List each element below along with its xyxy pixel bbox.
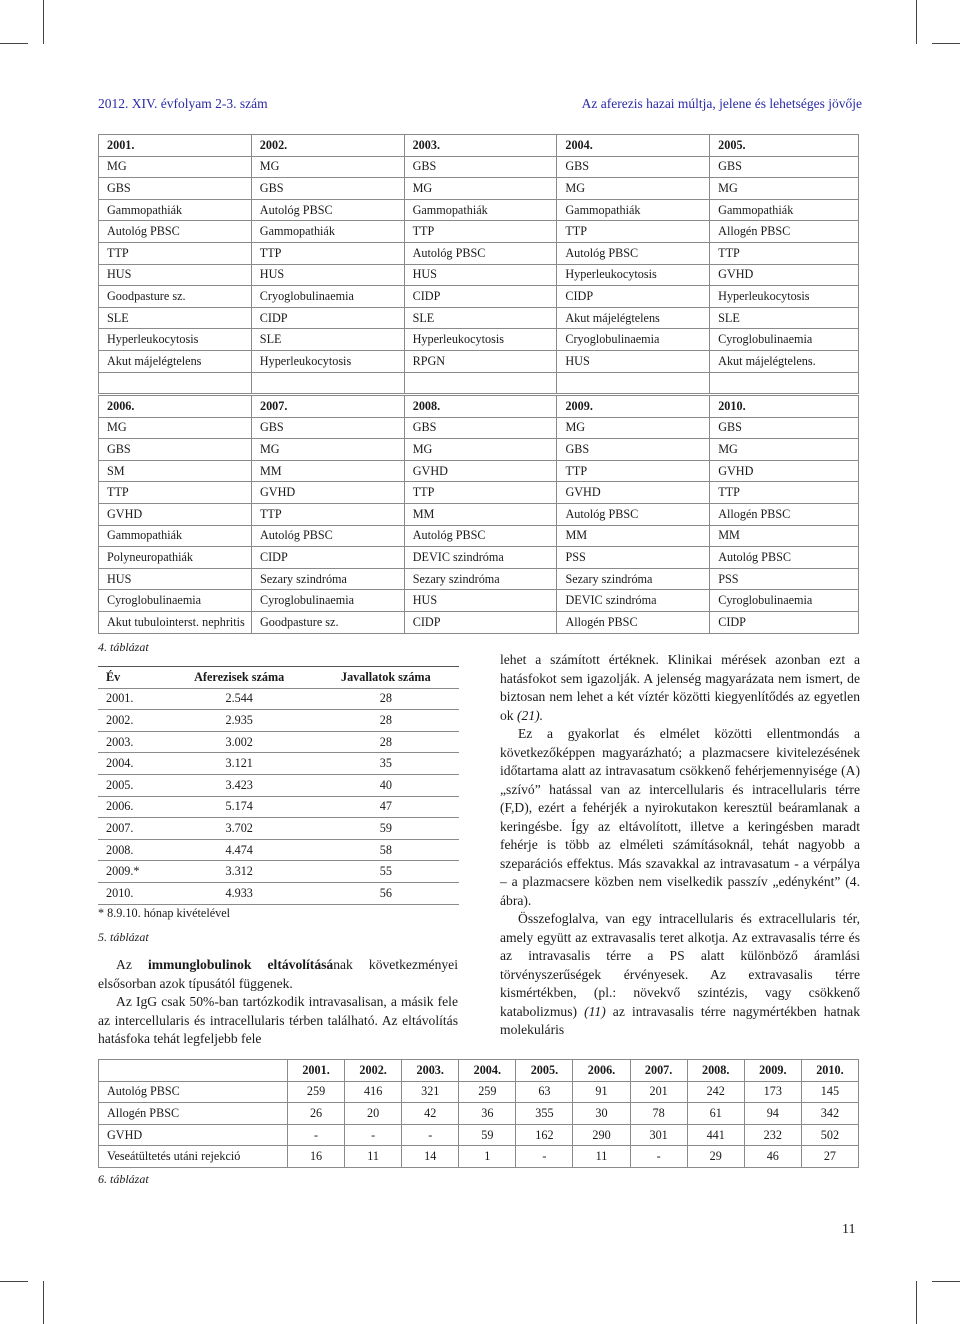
indications-table-2006-2010 bbox=[98, 395, 859, 634]
text-run: Összefoglalva, van egy intracellularis és extracellularis tér, amely együtt az extravasalis teret alkotja. Az extravasalis térre és az intravasalis térre a PS alatt különböző áramlási törvényszerűségek érvényesek. Az extravasalis térre kismértékben, (pl.: növekvő szintézis, vagy csökkenő katabolizmus) bbox=[500, 911, 860, 1019]
text-run: Az bbox=[116, 957, 148, 972]
value-cell: 321 bbox=[402, 1081, 459, 1103]
value-cell: 145 bbox=[801, 1081, 858, 1103]
text-run: az intravasalis térre nagymértékben hatnak molekuláris bbox=[500, 1003, 860, 1037]
indication-cell: Polyneuropathiák bbox=[99, 547, 252, 569]
value-cell: 14 bbox=[402, 1146, 459, 1168]
indication-cell: CIDP bbox=[710, 611, 859, 633]
indication-cell: Hyperleukocytosis bbox=[710, 286, 859, 308]
article-title: Az aferezis hazai múltja, jelene és lehetséges jövője bbox=[581, 96, 862, 111]
table-footnote: * 8.9.10. hónap kivételével bbox=[98, 906, 230, 920]
table-row bbox=[99, 329, 859, 351]
indication-cell: Hyperleukocytosis bbox=[99, 329, 252, 351]
value-cell: 26 bbox=[288, 1103, 345, 1125]
year-header: 2006. bbox=[573, 1060, 630, 1082]
row-label: Autológ PBSC bbox=[99, 1081, 288, 1103]
indication-cell: CIDP bbox=[404, 286, 557, 308]
table-row bbox=[99, 242, 859, 264]
indication-cell: TTP bbox=[99, 482, 252, 504]
indication-cell: CIDP bbox=[404, 611, 557, 633]
indication-cell: TTP bbox=[557, 460, 710, 482]
indication-cell: HUS bbox=[557, 350, 710, 372]
value-cell: - bbox=[288, 1124, 345, 1146]
year-cell: 2003. bbox=[98, 731, 166, 753]
indication-cell: Autológ PBSC bbox=[404, 525, 557, 547]
year-header: 2008. bbox=[404, 396, 557, 418]
paragraph bbox=[500, 651, 860, 725]
table-row bbox=[99, 503, 859, 525]
year-header: 2007. bbox=[630, 1060, 687, 1082]
table-row bbox=[99, 482, 859, 504]
year-cell: 2004. bbox=[98, 753, 166, 775]
indication-cell: GBS bbox=[99, 439, 252, 461]
crop-mark bbox=[0, 43, 28, 44]
year-header: 2002. bbox=[345, 1060, 402, 1082]
apheresis-count-cell: 4.474 bbox=[166, 839, 313, 861]
year-header: 2001. bbox=[288, 1060, 345, 1082]
indication-cell: SLE bbox=[99, 307, 252, 329]
table-header-row bbox=[99, 396, 859, 418]
indication-cell: CIDP bbox=[251, 307, 404, 329]
crop-mark bbox=[932, 1281, 960, 1282]
year-header: 2006. bbox=[99, 396, 252, 418]
value-cell: 441 bbox=[687, 1124, 744, 1146]
indication-cell: MM bbox=[404, 503, 557, 525]
indication-count-cell: 28 bbox=[313, 688, 459, 710]
apheresis-count-cell: 3.121 bbox=[166, 753, 313, 775]
row-label: Allogén PBSC bbox=[99, 1103, 288, 1125]
indication-cell: Hyperleukocytosis bbox=[251, 350, 404, 372]
table-row bbox=[99, 221, 859, 243]
table-row bbox=[99, 1124, 859, 1146]
value-cell: 59 bbox=[459, 1124, 516, 1146]
table-row bbox=[99, 568, 859, 590]
indication-count-cell: 55 bbox=[313, 861, 459, 883]
indication-cell: CIDP bbox=[557, 286, 710, 308]
indication-cell: MG bbox=[99, 417, 252, 439]
column-header: Év bbox=[98, 667, 166, 689]
column-header: Javallatok száma bbox=[313, 667, 459, 689]
year-header: 2004. bbox=[459, 1060, 516, 1082]
indication-count-cell: 47 bbox=[313, 796, 459, 818]
table-row bbox=[99, 611, 859, 633]
value-cell: 290 bbox=[573, 1124, 630, 1146]
year-cell: 2009.* bbox=[98, 861, 166, 883]
year-header: 2010. bbox=[801, 1060, 858, 1082]
indication-cell: HUS bbox=[404, 264, 557, 286]
indication-cell: Akut májelégtelens. bbox=[710, 350, 859, 372]
right-column-text bbox=[500, 651, 860, 1040]
indication-cell: GBS bbox=[404, 417, 557, 439]
paragraph bbox=[98, 956, 458, 993]
row-label: GVHD bbox=[99, 1124, 288, 1146]
table-row bbox=[99, 460, 859, 482]
indication-cell: Autológ PBSC bbox=[710, 547, 859, 569]
journal-issue: 2012. XIV. évfolyam 2-3. szám bbox=[98, 96, 268, 111]
indication-cell: Goodpasture sz. bbox=[99, 286, 252, 308]
value-cell: 29 bbox=[687, 1146, 744, 1168]
table-row bbox=[99, 286, 859, 308]
indication-cell: Gammopathiák bbox=[710, 199, 859, 221]
indication-cell: Cryoglobulinaemia bbox=[251, 286, 404, 308]
indication-cell: SLE bbox=[404, 307, 557, 329]
indication-cell: Cyroglobulinaemia bbox=[710, 590, 859, 612]
indication-cell: Autológ PBSC bbox=[404, 242, 557, 264]
indication-cell: MM bbox=[251, 460, 404, 482]
indication-cell: Gammopathiák bbox=[99, 199, 252, 221]
indication-cell: GBS bbox=[710, 156, 859, 178]
apheresis-count-cell: 3.423 bbox=[166, 774, 313, 796]
year-cell: 2002. bbox=[98, 710, 166, 732]
indication-cell: Gammopathiák bbox=[251, 221, 404, 243]
indication-cell: SM bbox=[99, 460, 252, 482]
page-number: 11 bbox=[842, 1222, 856, 1237]
indication-cell: GVHD bbox=[710, 264, 859, 286]
indication-cell: TTP bbox=[251, 242, 404, 264]
table-row bbox=[98, 882, 459, 904]
crop-mark bbox=[916, 0, 917, 44]
year-header: 2009. bbox=[744, 1060, 801, 1082]
value-cell: 78 bbox=[630, 1103, 687, 1125]
indication-cell: Hyperleukocytosis bbox=[404, 329, 557, 351]
indication-cell: RPGN bbox=[404, 350, 557, 372]
value-cell: 355 bbox=[516, 1103, 573, 1125]
value-cell: 259 bbox=[288, 1081, 345, 1103]
indication-cell: Autológ PBSC bbox=[99, 221, 252, 243]
indication-cell: TTP bbox=[557, 221, 710, 243]
value-cell: 63 bbox=[516, 1081, 573, 1103]
indication-cell: MG bbox=[251, 156, 404, 178]
value-cell: 173 bbox=[744, 1081, 801, 1103]
value-cell: 342 bbox=[801, 1103, 858, 1125]
indication-cell: Cyroglobulinaemia bbox=[710, 329, 859, 351]
table-caption-5: 5. táblázat bbox=[98, 930, 149, 944]
table-row bbox=[99, 1081, 859, 1103]
indication-cell: Allogén PBSC bbox=[710, 221, 859, 243]
table-row bbox=[99, 156, 859, 178]
year-header: 2003. bbox=[404, 135, 557, 157]
indication-cell: GVHD bbox=[251, 482, 404, 504]
apheresis-count-table bbox=[98, 666, 459, 905]
apheresis-count-cell: 2.935 bbox=[166, 710, 313, 732]
column-header: Aferezisek száma bbox=[166, 667, 313, 689]
indication-cell: Cryoglobulinaemia bbox=[557, 329, 710, 351]
indication-cell: Gammopathiák bbox=[557, 199, 710, 221]
indication-cell: Akut májelégtelens bbox=[99, 350, 252, 372]
indication-cell: Goodpasture sz. bbox=[251, 611, 404, 633]
apheresis-count-cell: 4.933 bbox=[166, 882, 313, 904]
indication-cell: MG bbox=[404, 178, 557, 200]
indication-cell: GVHD bbox=[99, 503, 252, 525]
indication-cell: HUS bbox=[404, 590, 557, 612]
year-cell: 2001. bbox=[98, 688, 166, 710]
value-cell: 416 bbox=[345, 1081, 402, 1103]
table-row bbox=[98, 710, 459, 732]
value-cell: 16 bbox=[288, 1146, 345, 1168]
indication-cell: PSS bbox=[557, 547, 710, 569]
table-row bbox=[98, 818, 459, 840]
year-header: 2003. bbox=[402, 1060, 459, 1082]
reference: (11) bbox=[584, 1003, 606, 1019]
indication-cell: CIDP bbox=[251, 547, 404, 569]
table-caption-6: 6. táblázat bbox=[98, 1172, 149, 1186]
table-row bbox=[99, 264, 859, 286]
value-cell: - bbox=[630, 1146, 687, 1168]
indication-count-cell: 28 bbox=[313, 731, 459, 753]
indication-count-cell: 35 bbox=[313, 753, 459, 775]
indication-cell bbox=[710, 372, 859, 394]
indication-cell: TTP bbox=[99, 242, 252, 264]
indication-cell: MG bbox=[557, 178, 710, 200]
indication-cell: TTP bbox=[710, 242, 859, 264]
indication-cell: GBS bbox=[557, 156, 710, 178]
indication-cell: Cyroglobulinaemia bbox=[99, 590, 252, 612]
value-cell: 36 bbox=[459, 1103, 516, 1125]
value-cell: 11 bbox=[573, 1146, 630, 1168]
empty-corner-cell bbox=[99, 1060, 288, 1082]
indication-cell: Sezary szindróma bbox=[404, 568, 557, 590]
indication-cell: Allogén PBSC bbox=[710, 503, 859, 525]
paragraph: Ez a gyakorlat és elmélet közötti ellentmondás a következőképpen magyarázható; a plazmacsere kivitelezésének időtartama alatt az intravasatum csökkenő fehérjemennyisége (A) „szívó” hatással van az intercellularis és intracellularis térre (F,D), ezért a fehérjék a nyirokutakon keresztül beáramlanak a keringésbe. Így az eltávolított, illetve a keringésben maradt fehérje is több az elméleti számításoknál, tehát nagyobb a szeparációs effektus. Más szavakkal az intravasatum - a vérpálya – a plazmacsere közben nem viselkedik passzív „edényként” (4. ábra). bbox=[500, 726, 860, 908]
year-header: 2004. bbox=[557, 135, 710, 157]
table-row bbox=[99, 199, 859, 221]
value-cell: 11 bbox=[345, 1146, 402, 1168]
indication-cell: HUS bbox=[99, 568, 252, 590]
indication-cell: Cyroglobulinaemia bbox=[251, 590, 404, 612]
indication-cell: DEVIC szindróma bbox=[404, 547, 557, 569]
apheresis-count-cell: 3.002 bbox=[166, 731, 313, 753]
indication-cell: HUS bbox=[99, 264, 252, 286]
year-header: 2007. bbox=[251, 396, 404, 418]
year-cell: 2007. bbox=[98, 818, 166, 840]
indication-cell: GBS bbox=[710, 417, 859, 439]
indication-cell: Sezary szindróma bbox=[557, 568, 710, 590]
table-row bbox=[98, 861, 459, 883]
indication-count-cell: 58 bbox=[313, 839, 459, 861]
indication-cell: TTP bbox=[710, 482, 859, 504]
indication-cell: Autológ PBSC bbox=[557, 503, 710, 525]
indication-count-cell: 28 bbox=[313, 710, 459, 732]
apheresis-count-cell: 3.702 bbox=[166, 818, 313, 840]
year-cell: 2010. bbox=[98, 882, 166, 904]
value-cell: 162 bbox=[516, 1124, 573, 1146]
indication-cell: TTP bbox=[404, 221, 557, 243]
table-row bbox=[99, 590, 859, 612]
table-row bbox=[98, 839, 459, 861]
year-header: 2002. bbox=[251, 135, 404, 157]
indication-cell: MG bbox=[404, 439, 557, 461]
table-row bbox=[98, 753, 459, 775]
value-cell: 259 bbox=[459, 1081, 516, 1103]
indication-cell: Autológ PBSC bbox=[557, 242, 710, 264]
indication-cell: GBS bbox=[99, 178, 252, 200]
indication-cell: Gammopathiák bbox=[99, 525, 252, 547]
indication-cell: SLE bbox=[251, 329, 404, 351]
indication-cell: GVHD bbox=[557, 482, 710, 504]
indications-table-2001-2005 bbox=[98, 134, 859, 394]
value-cell: 30 bbox=[573, 1103, 630, 1125]
crop-mark bbox=[916, 1281, 917, 1324]
table-header-row bbox=[99, 135, 859, 157]
indication-cell: Sezary szindróma bbox=[251, 568, 404, 590]
table-row bbox=[99, 1146, 859, 1168]
indication-cell: DEVIC szindróma bbox=[557, 590, 710, 612]
table-row bbox=[98, 731, 459, 753]
indication-cell: GBS bbox=[404, 156, 557, 178]
paragraph bbox=[500, 910, 860, 1040]
paragraph: Az IgG csak 50%-ban tartózkodik intravasalisan, a másik fele az intercellularis és intracellularis térben található. Az eltávolítás hatásfoka tehát legfeljebb fele bbox=[98, 994, 458, 1046]
indication-cell: Akut tubulointerst. nephritis bbox=[99, 611, 252, 633]
bold-term: immunglobulinok eltávolításá bbox=[147, 957, 334, 972]
crop-mark bbox=[932, 43, 960, 44]
indication-cell: GBS bbox=[557, 439, 710, 461]
indication-count-cell: 56 bbox=[313, 882, 459, 904]
indication-cell: MG bbox=[710, 178, 859, 200]
crop-mark bbox=[0, 1281, 28, 1282]
value-cell: 242 bbox=[687, 1081, 744, 1103]
table-row bbox=[99, 307, 859, 329]
indication-cell: TTP bbox=[404, 482, 557, 504]
value-cell: 94 bbox=[744, 1103, 801, 1125]
year-header: 2005. bbox=[710, 135, 859, 157]
table-row bbox=[99, 525, 859, 547]
indication-cell: Autológ PBSC bbox=[251, 199, 404, 221]
value-cell: 20 bbox=[345, 1103, 402, 1125]
year-cell: 2008. bbox=[98, 839, 166, 861]
text-run: nak következményei elsősorban azok típusától függenek. bbox=[98, 957, 458, 991]
table-row bbox=[99, 439, 859, 461]
indication-cell: Allogén PBSC bbox=[557, 611, 710, 633]
indication-cell: Akut májelégtelens bbox=[557, 307, 710, 329]
indication-cell: MM bbox=[557, 525, 710, 547]
table-caption-4: 4. táblázat bbox=[98, 640, 149, 654]
indication-count-cell: 59 bbox=[313, 818, 459, 840]
indication-cell: PSS bbox=[710, 568, 859, 590]
indication-count-cell: 40 bbox=[313, 774, 459, 796]
indication-cell: HUS bbox=[251, 264, 404, 286]
table-header-row bbox=[98, 667, 459, 689]
value-cell: 502 bbox=[801, 1124, 858, 1146]
indication-cell: MM bbox=[710, 525, 859, 547]
value-cell: 91 bbox=[573, 1081, 630, 1103]
indication-cell: MG bbox=[710, 439, 859, 461]
table-row bbox=[98, 796, 459, 818]
indication-cell: GVHD bbox=[404, 460, 557, 482]
indication-cell: Hyperleukocytosis bbox=[557, 264, 710, 286]
text-run: lehet a számított értéknek. Klinikai mérések azonban ezt a hatásfokot sem igazolják. A jelenség magyarázata nem ismert, de biztosan nem lehet a két víztér közötti kiegyenlítődés az egyetlen ok bbox=[500, 652, 860, 723]
value-cell: - bbox=[516, 1146, 573, 1168]
value-cell: 201 bbox=[630, 1081, 687, 1103]
indication-cell bbox=[404, 372, 557, 394]
value-cell: 42 bbox=[402, 1103, 459, 1125]
value-cell: 232 bbox=[744, 1124, 801, 1146]
value-cell: 301 bbox=[630, 1124, 687, 1146]
apheresis-count-cell: 2.544 bbox=[166, 688, 313, 710]
table-row bbox=[99, 1103, 859, 1125]
indication-cell: MG bbox=[557, 417, 710, 439]
reference: (21). bbox=[517, 707, 544, 723]
table-row bbox=[99, 372, 859, 394]
table-row bbox=[99, 547, 859, 569]
crop-mark bbox=[43, 1281, 44, 1324]
indication-cell: GBS bbox=[251, 178, 404, 200]
left-column-text bbox=[98, 956, 458, 1049]
table-row bbox=[98, 688, 459, 710]
crop-mark bbox=[43, 0, 44, 44]
value-cell: - bbox=[402, 1124, 459, 1146]
table-row bbox=[99, 178, 859, 200]
transplant-apheresis-table bbox=[98, 1059, 859, 1168]
value-cell: - bbox=[345, 1124, 402, 1146]
year-cell: 2006. bbox=[98, 796, 166, 818]
value-cell: 27 bbox=[801, 1146, 858, 1168]
table-row bbox=[99, 417, 859, 439]
apheresis-count-cell: 3.312 bbox=[166, 861, 313, 883]
row-label: Veseátültetés utáni rejekció bbox=[99, 1146, 288, 1168]
year-header: 2009. bbox=[557, 396, 710, 418]
year-header: 2001. bbox=[99, 135, 252, 157]
year-header: 2005. bbox=[516, 1060, 573, 1082]
indication-cell bbox=[251, 372, 404, 394]
indication-cell: Autológ PBSC bbox=[251, 525, 404, 547]
indication-cell bbox=[99, 372, 252, 394]
indication-cell bbox=[557, 372, 710, 394]
year-cell: 2005. bbox=[98, 774, 166, 796]
indication-cell: MG bbox=[99, 156, 252, 178]
value-cell: 46 bbox=[744, 1146, 801, 1168]
year-header: 2010. bbox=[710, 396, 859, 418]
indication-cell: GBS bbox=[251, 417, 404, 439]
table-header-row bbox=[99, 1060, 859, 1082]
indication-cell: MG bbox=[251, 439, 404, 461]
indication-cell: GVHD bbox=[710, 460, 859, 482]
indication-cell: SLE bbox=[710, 307, 859, 329]
running-header bbox=[98, 96, 862, 116]
value-cell: 1 bbox=[459, 1146, 516, 1168]
apheresis-count-cell: 5.174 bbox=[166, 796, 313, 818]
indication-cell: TTP bbox=[251, 503, 404, 525]
value-cell: 61 bbox=[687, 1103, 744, 1125]
table-row bbox=[99, 350, 859, 372]
table-row bbox=[98, 774, 459, 796]
indication-cell: Gammopathiák bbox=[404, 199, 557, 221]
year-header: 2008. bbox=[687, 1060, 744, 1082]
